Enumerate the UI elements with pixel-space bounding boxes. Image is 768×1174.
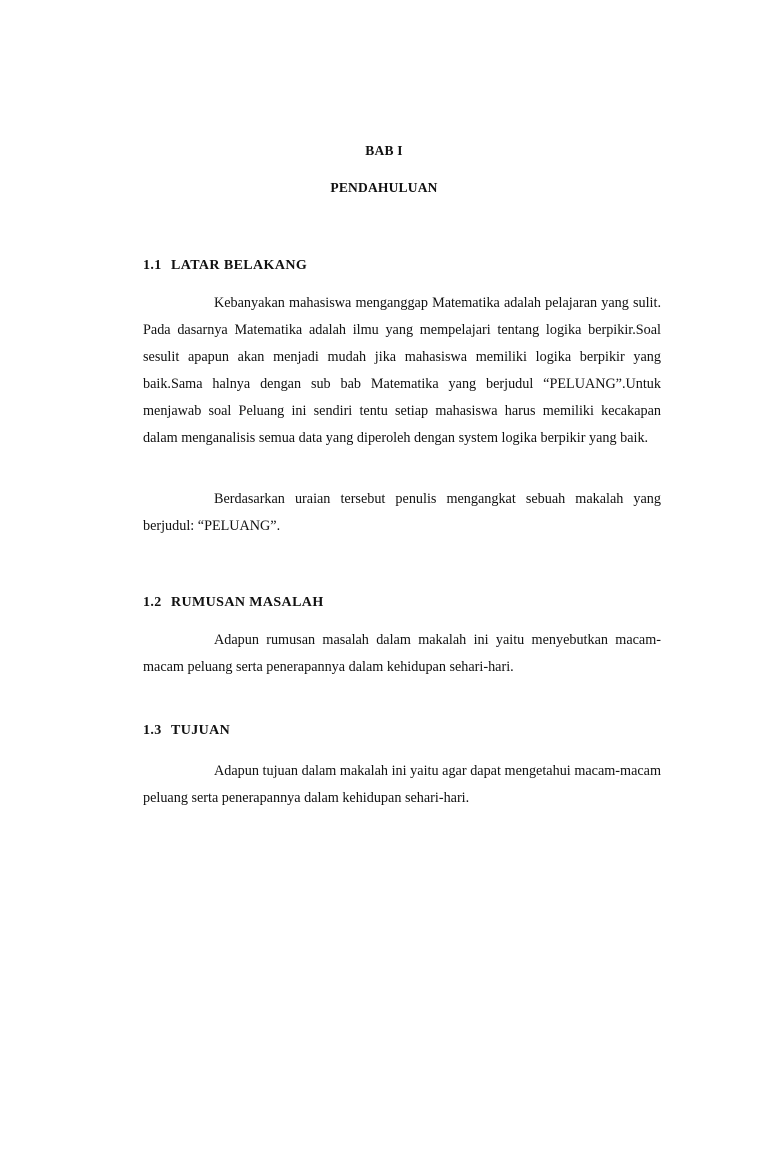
section-title: TUJUAN [171,723,231,738]
section-title: LATAR BELAKANG [171,258,308,273]
chapter-title: PENDAHULUAN [330,180,438,195]
section-heading-tujuan [143,723,230,739]
section-number: 1.1 [143,258,162,273]
paragraph-tujuan: Adapun tujuan dalam makalah ini yaitu agar dapat mengetahui macam-macam peluang serta penerapannya dalam kehidupan sehari-hari. [143,763,661,806]
chapter-number: BAB I [365,143,403,158]
section-title: RUMUSAN MASALAH [171,595,324,610]
paragraph-rumusan-masalah: Adapun rumusan masalah dalam makalah ini yaitu menyebutkan macam-macam peluang serta penerapannya dalam kehidupan sehari-hari. [143,632,661,675]
paragraph-latar-belakang-2: Berdasarkan uraian tersebut penulis mengangkat sebuah makalah yang berjudul: “PELUANG”. [143,491,661,534]
section-heading-rumusan-masalah [143,595,324,611]
section-number: 1.2 [143,595,162,610]
section-heading-latar-belakang [143,258,307,274]
paragraph-latar-belakang-1: Kebanyakan mahasiswa menganggap Matematika adalah pelajaran yang sulit. Pada dasarnya Matematika adalah ilmu yang mempelajari tentang logika berpikir.Soal sesulit apapun akan menjadi mudah jika mahasiswa memiliki logika berpikir yang baik.Sama halnya dengan sub bab Matematika yang berjudul “PELUANG”.Untuk menjawab soal Peluang ini sendiri tentu setiap mahasiswa harus memiliki kecakapan dalam menganalisis semua data yang diperoleh dengan system logika berpikir yang baik. [143,295,661,446]
section-number: 1.3 [143,723,162,738]
